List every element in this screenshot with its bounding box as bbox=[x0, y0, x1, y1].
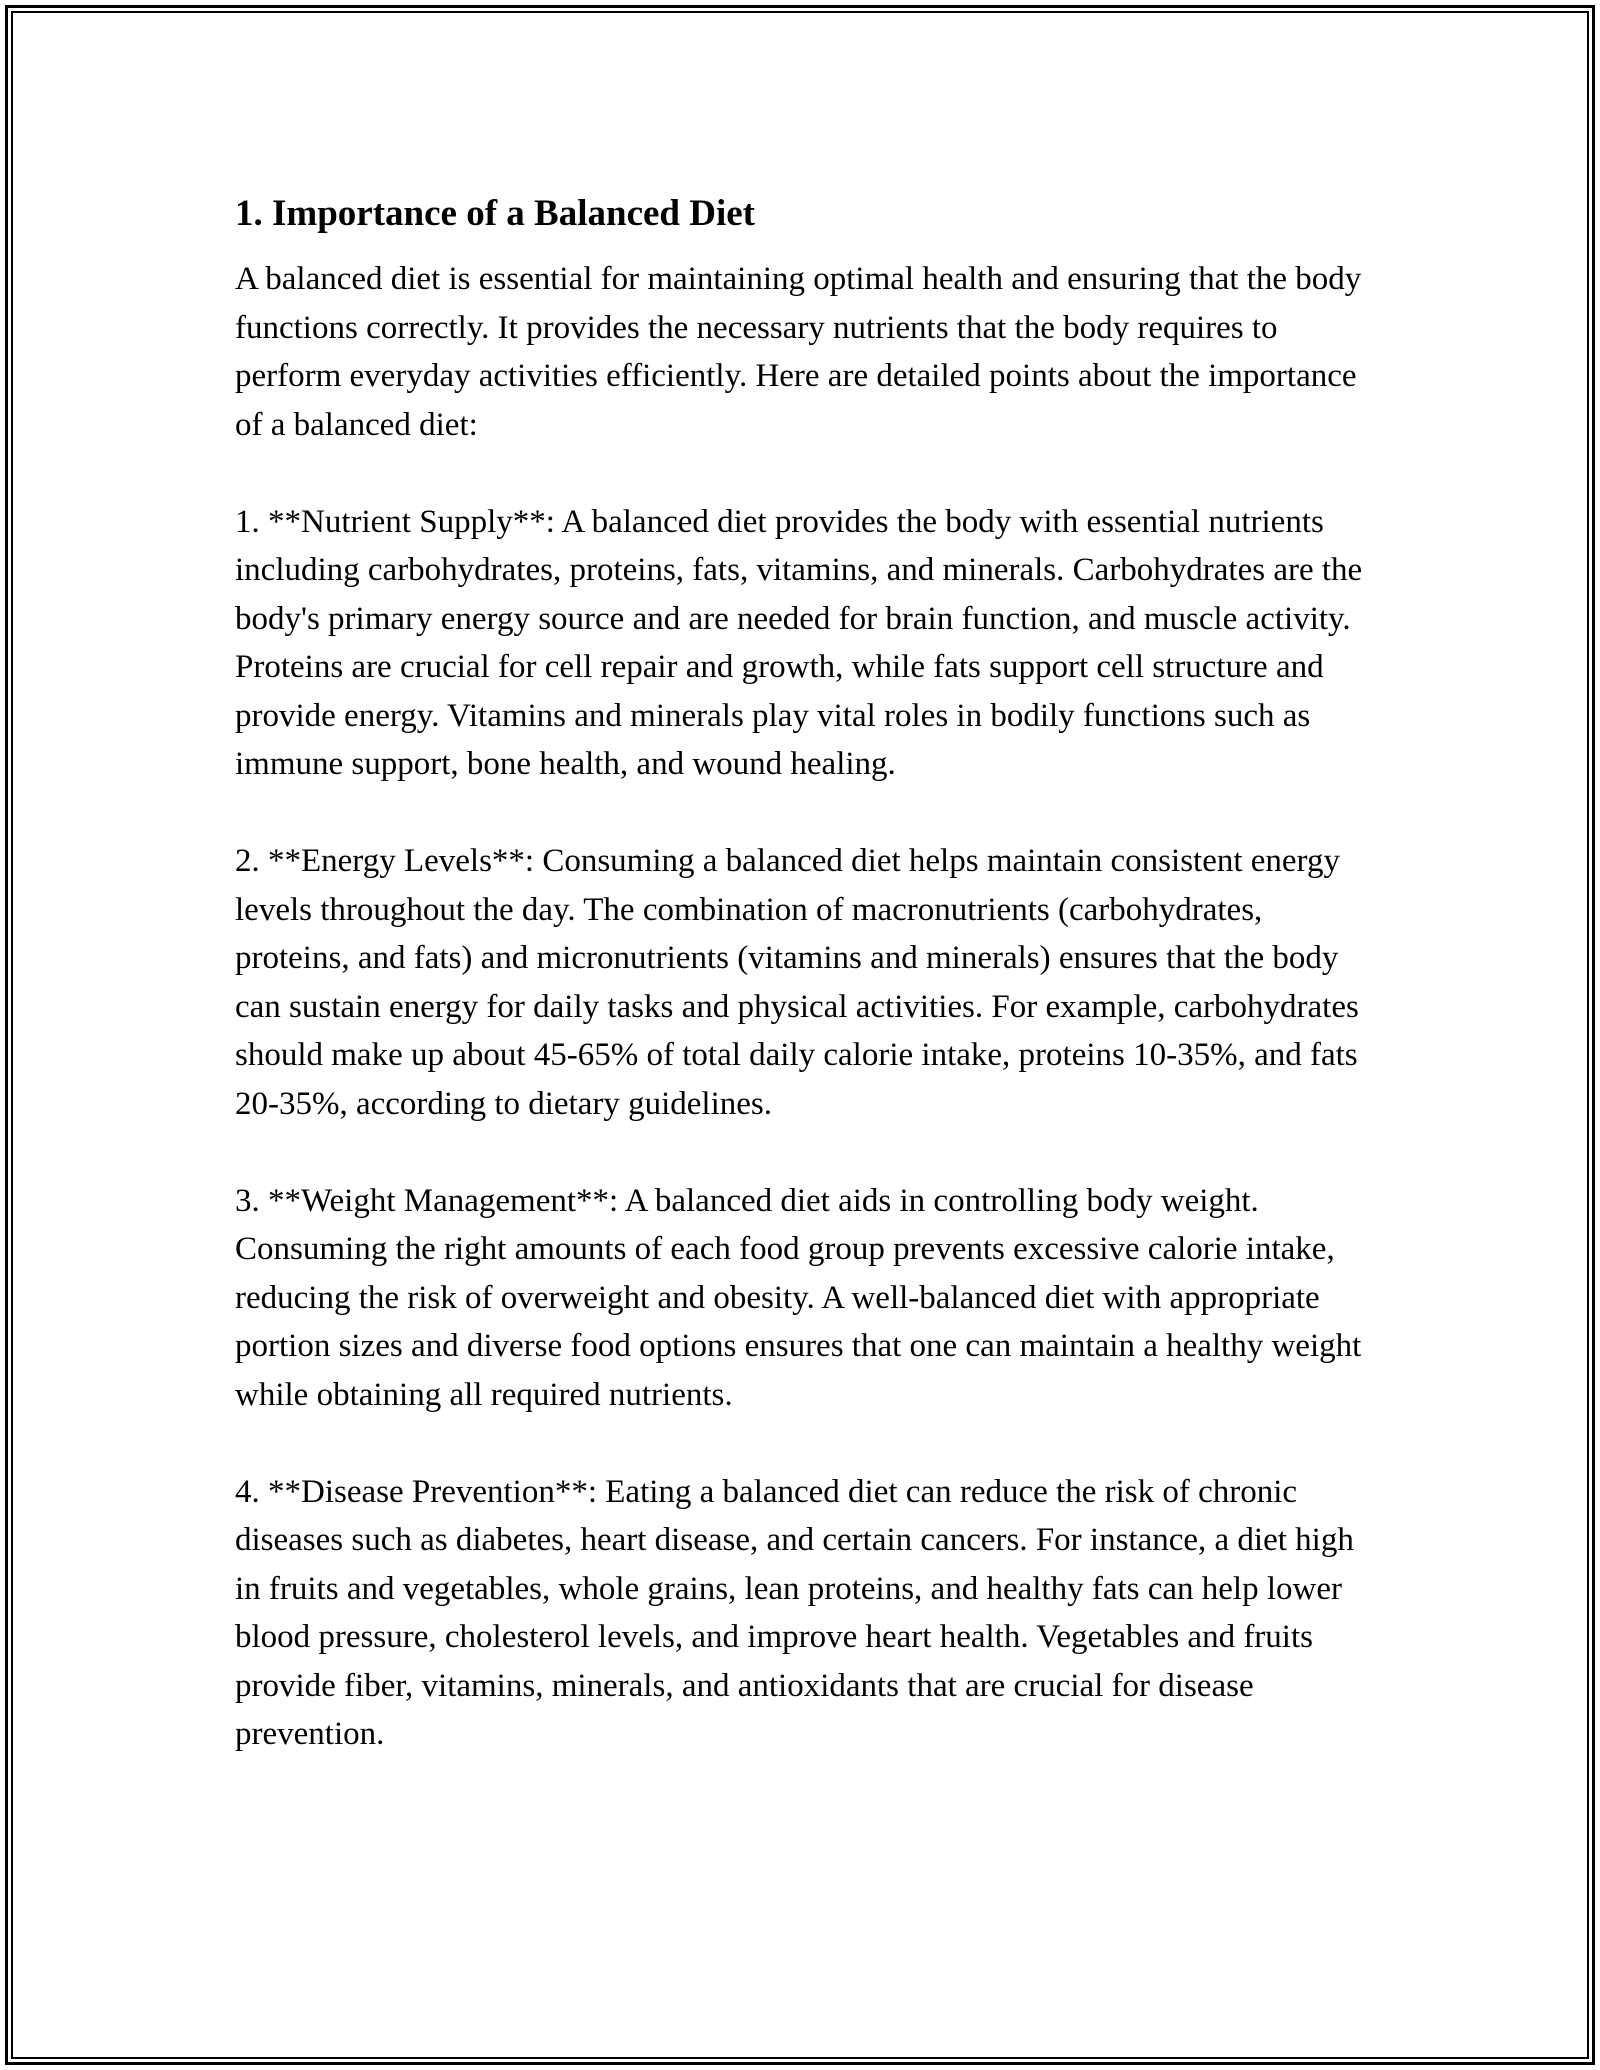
point-nutrient-supply: 1. **Nutrient Supply**: A balanced diet provides the body with essential nutrients including carbohydrates, proteins, fats, vitamins, and minerals. Carbohydrates are the body's primary energy source and are needed for brain function, and muscle activity. Proteins are crucial for cell repair and growth, while fats support cell structure and provide energy. Vitamins and minerals play vital roles in bodily functions such as immune support, bone health, and wound healing. bbox=[235, 503, 1363, 782]
intro-paragraph: A balanced diet is essential for maintaining optimal health and ensuring that the body functions correctly. It provides the necessary nutrients that the body requires to perform everyday activities efficiently. Here are detailed points about the importance of a balanced diet: bbox=[235, 261, 1362, 443]
section-heading: 1. Importance of a Balanced Diet bbox=[235, 193, 755, 234]
point-weight-management: 3. **Weight Management**: A balanced diet aids in controlling body weight. Consuming the right amounts of each food group prevents excessive calorie intake, reducing the risk of overweight and obesity. A well-balanced diet with appropriate portion sizes and diverse food options ensures that one can maintain a healthy weight while obtaining all required nutrients. bbox=[235, 1182, 1362, 1413]
point-disease-prevention: 4. **Disease Prevention**: Eating a balanced diet can reduce the risk of chronic diseases such as diabetes, heart disease, and certain cancers. For instance, a diet high in fruits and vegetables, whole grains, lean proteins, and healthy fats can help lower blood pressure, cholesterol levels, and improve heart health. Vegetables and fruits provide fiber, vitamins, minerals, and antioxidants that are crucial for disease prevention. bbox=[235, 1473, 1354, 1752]
document-body bbox=[235, 185, 1385, 1759]
point-energy-levels: 2. **Energy Levels**: Consuming a balanced diet helps maintain consistent energy levels throughout the day. The combination of macronutrients (carbohydrates, proteins, and fats) and micronutrients (vitamins and minerals) ensures that the body can sustain energy for daily tasks and physical activities. For example, carbohydrates should make up about 45-65% of total daily calorie intake, proteins 10-35%, and fats 20-35%, according to dietary guidelines. bbox=[235, 843, 1359, 1122]
